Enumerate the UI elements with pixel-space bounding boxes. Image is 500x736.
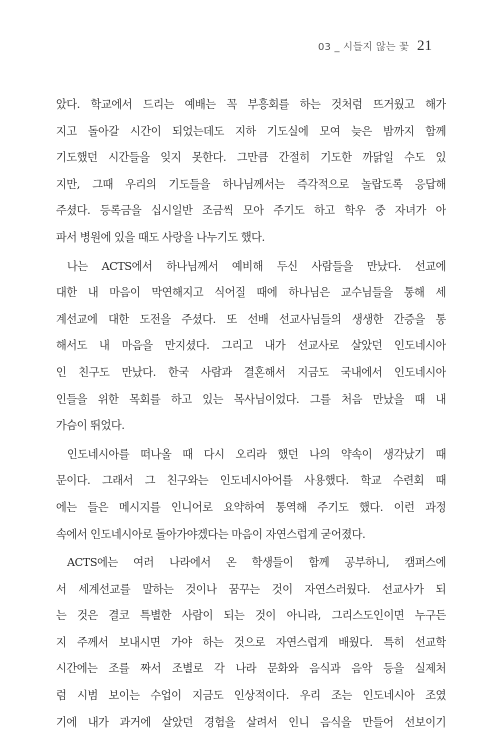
text-line: 나는 ACTS에서 하나님께서 예비해 두신 사람들을 만났다. 선교에 bbox=[67, 259, 446, 273]
text-line: 시간에는 조를 짜서 조별로 각 나라 문화와 음식과 음악 등을 실제처 bbox=[56, 662, 446, 676]
text-line: 주셨다. 등록금을 십시일반 조금씩 모아 주기도 하고 학우 중 자녀가 아 bbox=[56, 204, 446, 218]
text-line: 기도했던 시간들을 잊지 못한다. 그만큼 간절히 기도한 까닭일 수도 있 bbox=[56, 151, 446, 165]
text-line: 기에 내가 과거에 살았던 경험을 살려서 인니 음식을 만들어 선보이기 bbox=[56, 715, 446, 729]
text-line: 서 세계선교를 말하는 것이나 꿈꾸는 것이 자연스러웠다. 선교사가 되 bbox=[56, 582, 446, 596]
text-line: 에는 들은 메시지를 인니어로 요약하여 통역해 주기도 했다. 이런 과정 bbox=[56, 500, 446, 514]
text-line: 지고 돌아갈 시간이 되었는데도 지하 기도실에 모여 늦은 밤까지 함께 bbox=[56, 124, 446, 138]
chapter-title: 03 _ 시들지 않는 꽃 bbox=[318, 42, 409, 53]
text-line: 인도네시아를 떠나올 때 다시 오리라 했던 나의 약속이 생각났기 때 bbox=[67, 447, 446, 461]
text-line: 계선교에 대한 도전을 주셨다. 또 선배 선교사님들의 생생한 간증을 통 bbox=[56, 312, 446, 326]
text-line: 파서 병원에 있을 때도 사랑을 나누기도 했다. bbox=[56, 230, 265, 244]
text-line: ACTS에는 여러 나라에서 온 학생들이 함께 공부하니, 캠퍼스에 bbox=[67, 556, 446, 570]
text-line: 속에서 인도네시아로 돌아가야겠다는 마음이 자연스럽게 굳어졌다. bbox=[56, 527, 366, 541]
text-line: 인들을 위한 목회를 하고 있는 목사님이었다. 그를 처음 만났을 때 내 bbox=[56, 392, 446, 406]
text-line: 대한 내 마음이 막연해지고 식어질 때에 하나님은 교수님들을 통해 세 bbox=[56, 286, 446, 300]
running-header bbox=[318, 38, 432, 55]
text-line: 는 것은 결코 특별한 사람이 되는 것이 아니라, 그리스도인이면 누구든 bbox=[56, 609, 446, 623]
text-line: 가슴이 뛰었다. bbox=[56, 419, 125, 433]
text-line: 해서도 내 마음을 만지셨다. 그리고 내가 선교사로 살았던 인도네시아 bbox=[56, 339, 446, 353]
page-number: 21 bbox=[417, 38, 432, 54]
text-line: 문이다. 그래서 그 친구와는 인도네시아어를 사용했다. 학교 수련회 때 bbox=[56, 474, 446, 488]
text-line: 인 친구도 만났다. 한국 사람과 결혼해서 지금도 국내에서 인도네시아 bbox=[56, 365, 446, 379]
text-line: 럼 시범 보이는 수업이 지금도 인상적이다. 우리 조는 인도네시아 조였 bbox=[56, 689, 446, 703]
text-line: 지만, 그때 우리의 기도들을 하나님께서는 즉각적으로 놀랍도록 응답해 bbox=[56, 177, 446, 191]
text-line: 았다. 학교에서 드리는 예배는 꼭 부흥회를 하는 것처럼 뜨거웠고 해가 bbox=[56, 98, 446, 111]
text-line: 지 주께서 보내시면 가야 하는 것으로 자연스럽게 배웠다. 특히 선교학 bbox=[56, 635, 446, 649]
body-text bbox=[56, 92, 446, 736]
